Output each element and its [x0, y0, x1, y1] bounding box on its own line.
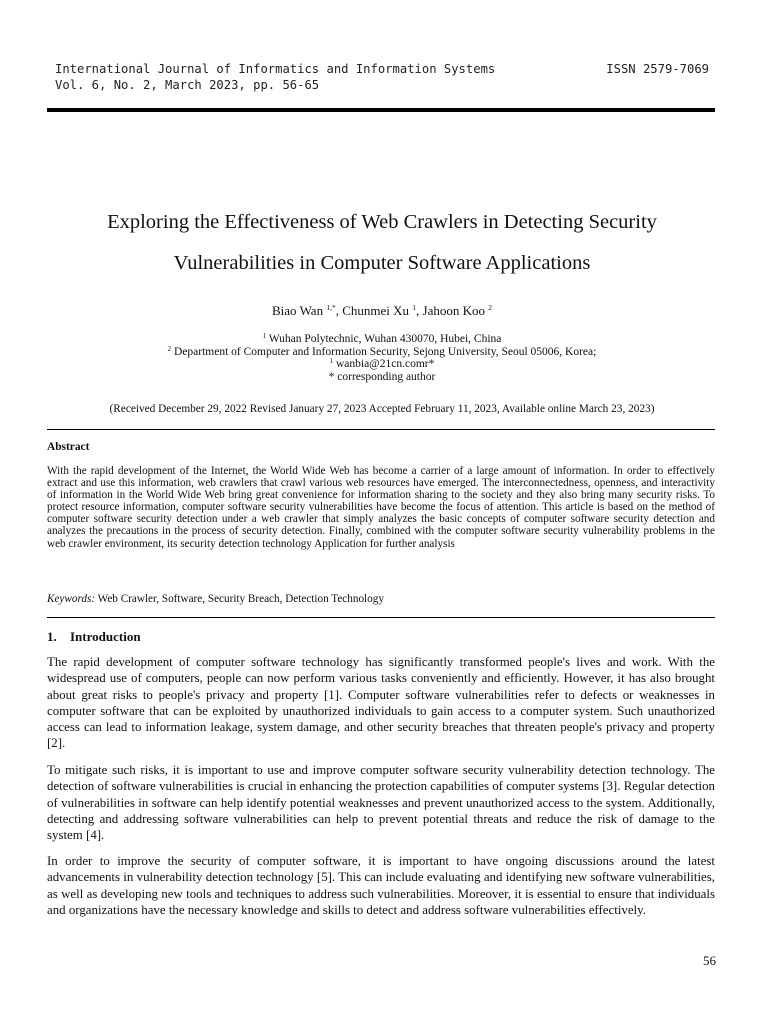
author-name: Biao Wan: [272, 303, 324, 318]
body-paragraph: In order to improve the security of computer software, it is important to have ongoing discussions around the latest advancements in vulnerability detection technology [5]. This can include evaluating and identifying new software vulnerabilities, as well as developing new tools and techniques to address such vulnerabilities. Moreover, it is essential to ensure that individuals and organizations have the necessary knowledge and skills to detect and address software vulnerabilities effectively.: [47, 854, 715, 917]
abstract-bottom-rule: [47, 617, 715, 618]
header-rule: [47, 108, 715, 112]
title-line-1: Exploring the Effectiveness of Web Crawlers in Detecting Security: [107, 211, 657, 233]
body-paragraph: The rapid development of computer software technology has significantly transformed people's lives and work. With the widespread use of computers, people can now perform various tasks conveniently and efficiently. However, it has also brought about great risks to people's privacy and property [1]. Computer software vulnerabilities refer to defects or weaknesses in computer software that can be exploited by unauthorized individuals to gain access to a computer system. Such unauthorized access can lead to information leakage, system damage, and other security breaches that threaten people's privacy and property [2].: [47, 655, 715, 751]
keywords: [47, 592, 715, 606]
author-list: [48, 302, 716, 320]
affiliation-text: Department of Computer and Information Security, Sejong University, Seoul 05006, Korea;: [174, 345, 597, 358]
abstract-top-rule: [47, 429, 715, 430]
author-affiliation-mark: 1: [412, 303, 417, 312]
email-mark: 1: [329, 357, 334, 366]
abstract-heading: Abstract: [47, 441, 90, 453]
paper-title: [48, 202, 716, 284]
email-text: wanbia@21cn.comr*: [335, 358, 435, 371]
author-name: Chunmei Xu: [342, 303, 410, 318]
author-name: Jahoon Koo: [422, 303, 485, 318]
affiliations: [48, 333, 716, 383]
section-heading-introduction: [47, 629, 141, 645]
journal-header: [55, 62, 709, 93]
author-email: [48, 358, 716, 371]
title-line-2: Vulnerabilities in Computer Software Applications: [173, 252, 591, 274]
author-separator: ,: [416, 303, 423, 318]
corresponding-author-note: * corresponding author: [328, 370, 436, 383]
affiliation: [48, 333, 716, 346]
keywords-label: Keywords:: [47, 593, 96, 605]
affiliation-mark: 2: [167, 344, 172, 353]
author-affiliation-mark: 2: [488, 303, 492, 312]
journal-issn: ISSN 2579-7069: [606, 62, 709, 76]
journal-name: International Journal of Informatics and Information Systems: [55, 62, 496, 76]
abstract-text: With the rapid development of the Internet, the World Wide Web has become a carrier of a large amount of information. In order to effectively extract and use this information, web crawlers that crawl various web resources have emerged. The interconnectedness, openness, and interactivity of information in the World Wide Web bring great convenience for information sharing to the society and they also bring many security risks. To protect resource information, computer software security vulnerabilities have become the focus of attention. This article is based on the method of computer software security detection under a web crawler that simply analyzes the basic concepts of computer software security detection and analyzes the precautions in the process of security detection. Finally, combined with the computer software security vulnerability problems in the web crawler environment, its security detection technology Application for further analysis: [47, 465, 715, 550]
author-separator: ,: [335, 303, 343, 318]
affiliation: [48, 346, 716, 359]
author-affiliation-mark: 1,*: [326, 303, 336, 312]
affiliation-text: Wuhan Polytechnic, Wuhan 430070, Hubei, China: [268, 333, 502, 345]
received-dates: (Received December 29, 2022 Revised January 27, 2023 Accepted February 11, 2023, Available online March 23, 2023): [109, 403, 655, 415]
body-paragraph: To mitigate such risks, it is important to use and improve computer software security vulnerability detection technology. The detection of software vulnerabilities is crucial in enhancing the protection capabilities of computer systems [3]. Regular detection of vulnerabilities in software can help identify potential weaknesses and prevent unauthorized access to the system. Additionally, detecting and addressing software vulnerabilities can help to prevent potential threats and reduce the risk of damage to the system [4].: [47, 763, 715, 843]
section-number: 1.: [47, 629, 57, 644]
section-title: Introduction: [70, 629, 141, 644]
journal-volume: Vol. 6, No. 2, March 2023, pp. 56-65: [55, 77, 320, 92]
keywords-text: Web Crawler, Software, Security Breach, Detection Technology: [97, 593, 384, 605]
affiliation-mark: 1: [262, 332, 267, 340]
page-number: 56: [703, 953, 716, 968]
